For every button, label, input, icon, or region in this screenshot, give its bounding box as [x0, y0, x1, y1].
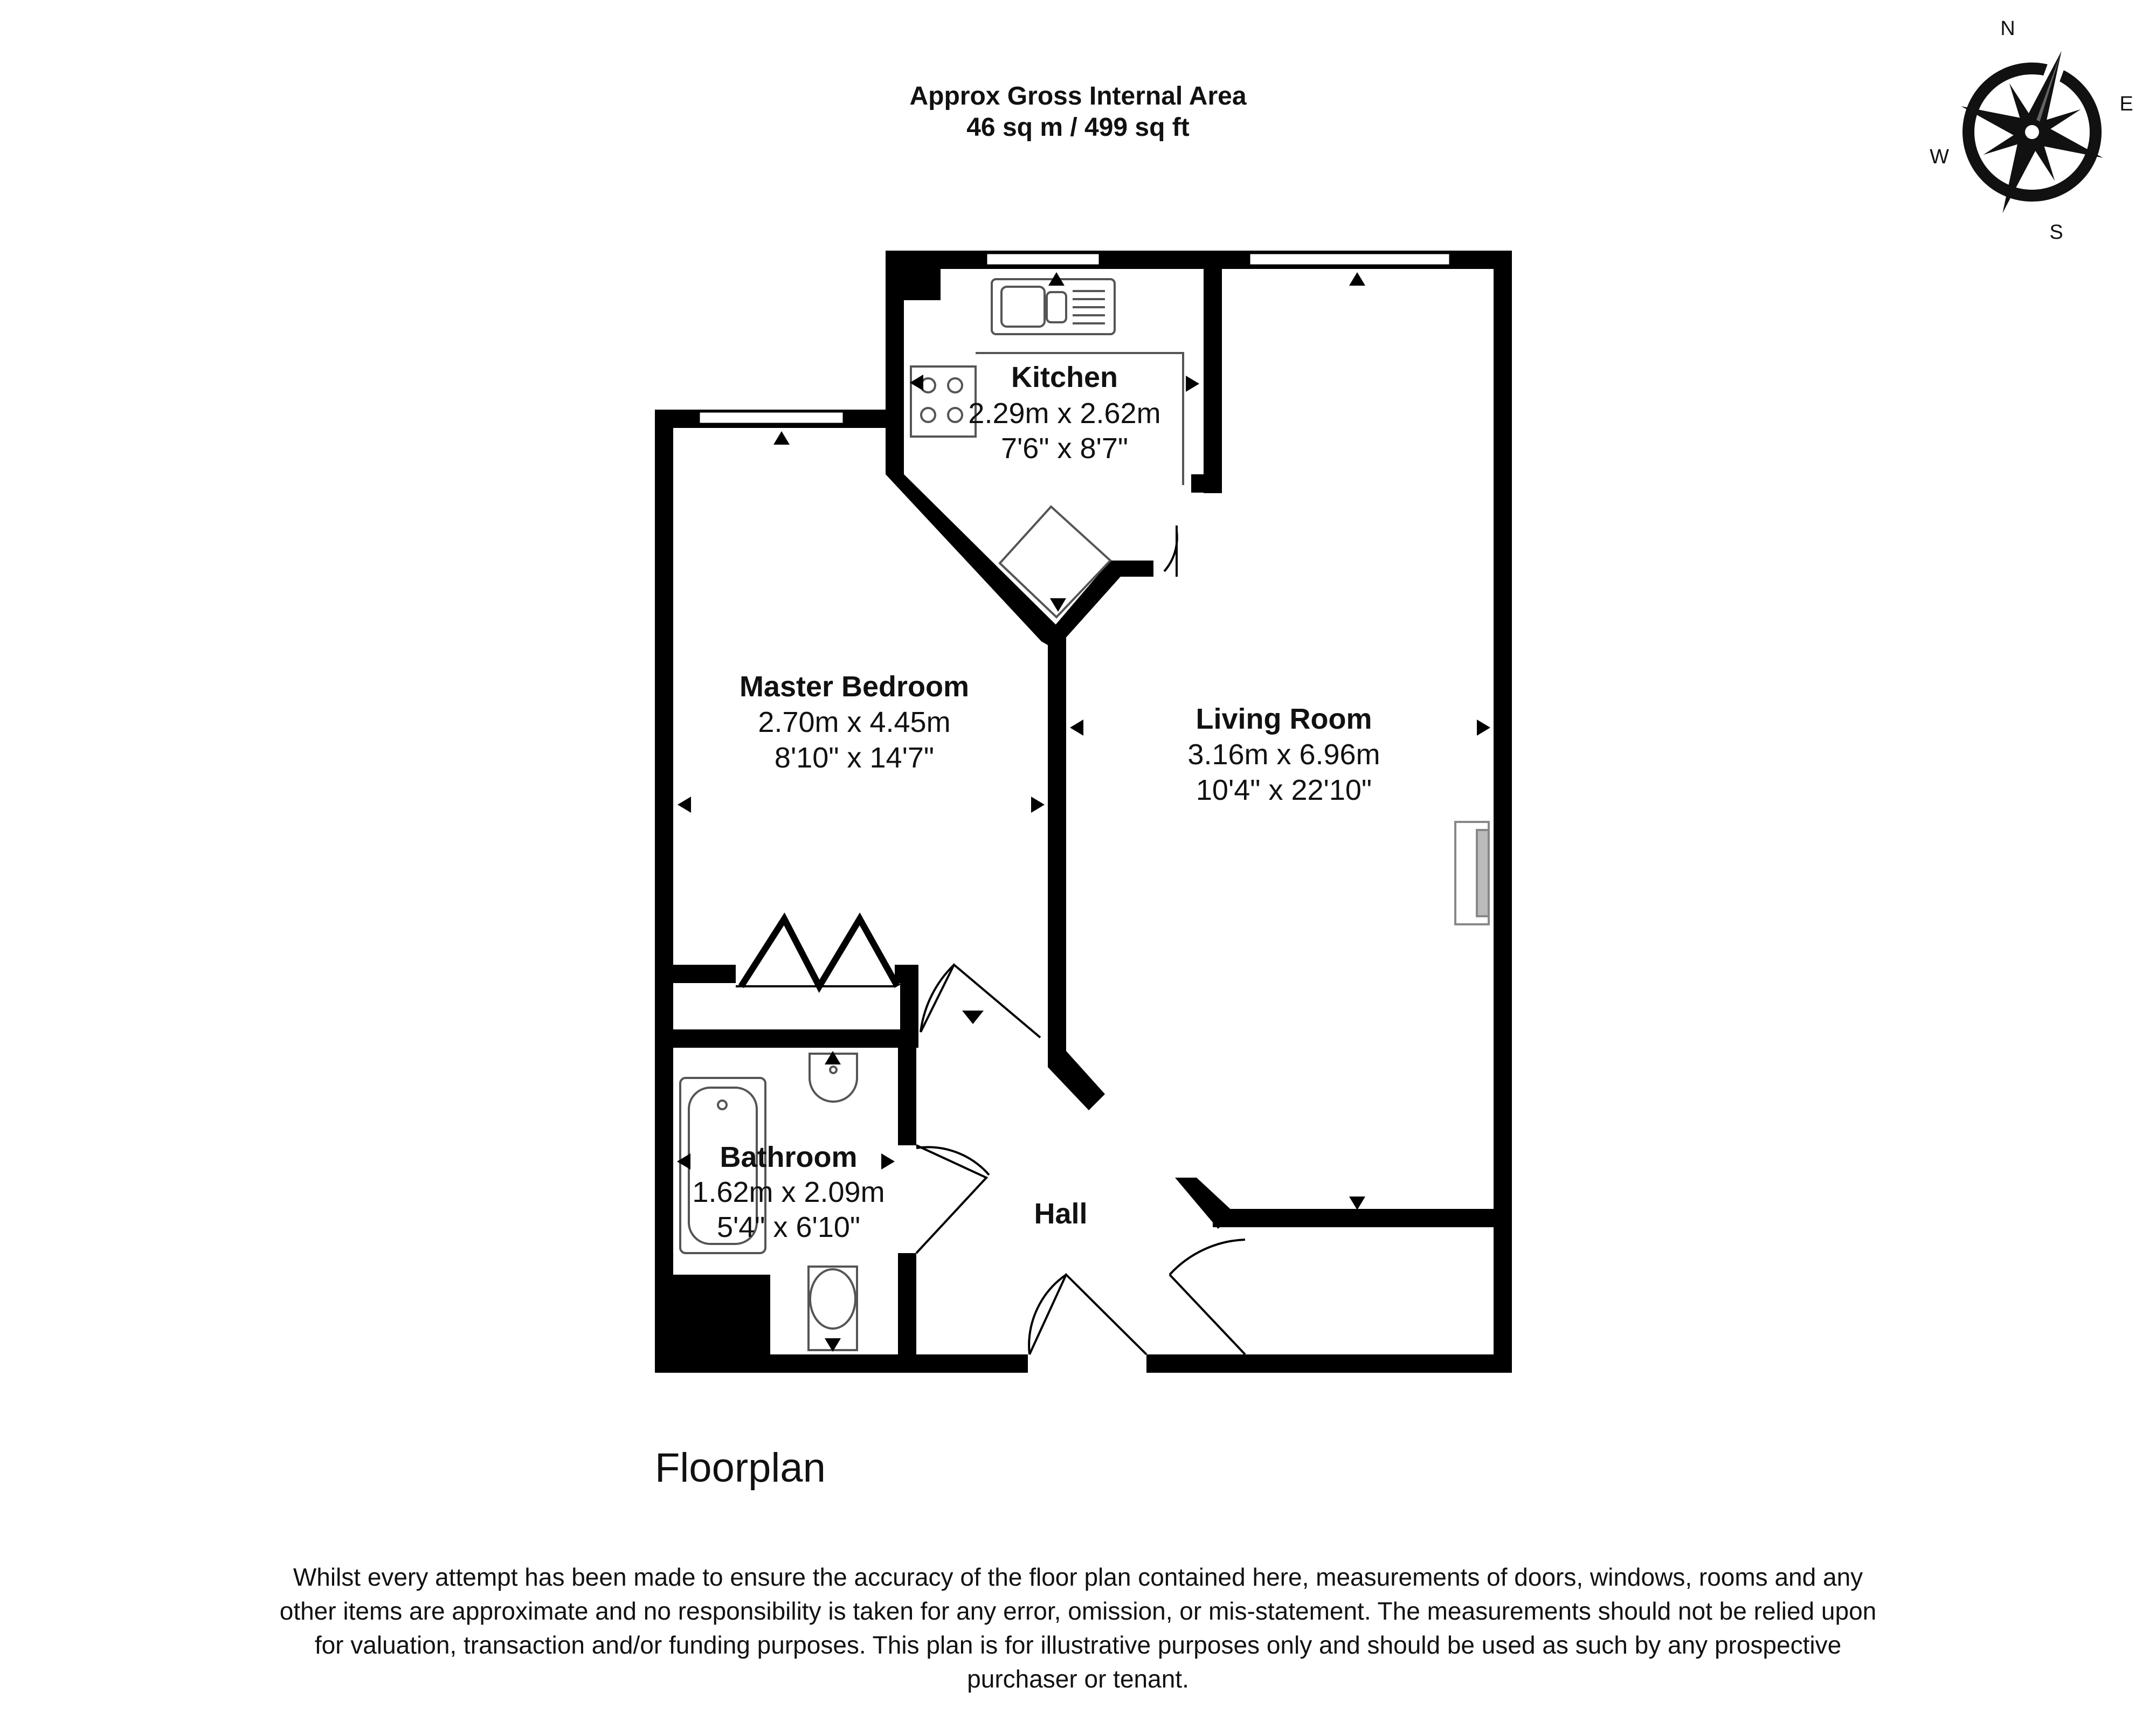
bathroom-name: Bathroom [720, 1141, 858, 1173]
bedroom-imperial: 8'10" x 14'7" [774, 742, 935, 774]
kitchen-metric: 2.29m x 2.62m [968, 397, 1161, 430]
gross-area-value: 46 sq m / 499 sq ft [966, 113, 1190, 142]
compass-west-label: W [1930, 146, 1949, 168]
doors [916, 525, 1245, 1354]
bathroom-metric: 1.62m x 2.09m [692, 1176, 885, 1208]
compass-rose-icon [1930, 17, 2133, 244]
bathroom-imperial: 5'4" x 6'10" [716, 1211, 861, 1243]
compass-north-label: N [2000, 17, 2015, 40]
floor-label: Floorplan [655, 1445, 826, 1491]
disclaimer-text: Whilst every attempt has been made to ensure the accuracy of the floor plan contained here, measurements of doors, windows, rooms and any other items are approximate and no responsibility is taken for any error, omission, or mis-statement. The measurements should not be relied upon for valuation, transaction and/or funding purposes. This plan is for illustrative purposes only and should be used as such by any prospective purchaser or tenant. [279, 1563, 1877, 1693]
compass-east-label: E [2119, 93, 2133, 115]
living-imperial: 10'4" x 22'10" [1196, 774, 1372, 806]
compass-south-label: S [2049, 221, 2063, 244]
kitchen-name: Kitchen [1011, 361, 1118, 393]
hall-name: Hall [1034, 1198, 1088, 1230]
bedroom-metric: 2.70m x 4.45m [758, 706, 951, 738]
living-name: Living Room [1196, 703, 1372, 735]
living-metric: 3.16m x 6.96m [1187, 738, 1380, 771]
wardrobe-doors [736, 919, 897, 986]
bedroom-name: Master Bedroom [739, 670, 970, 703]
fireplace-icon [1455, 822, 1489, 924]
kitchen-imperial: 7'6" x 8'7" [1000, 432, 1129, 465]
gross-area-label: Approx Gross Internal Area [909, 82, 1247, 110]
